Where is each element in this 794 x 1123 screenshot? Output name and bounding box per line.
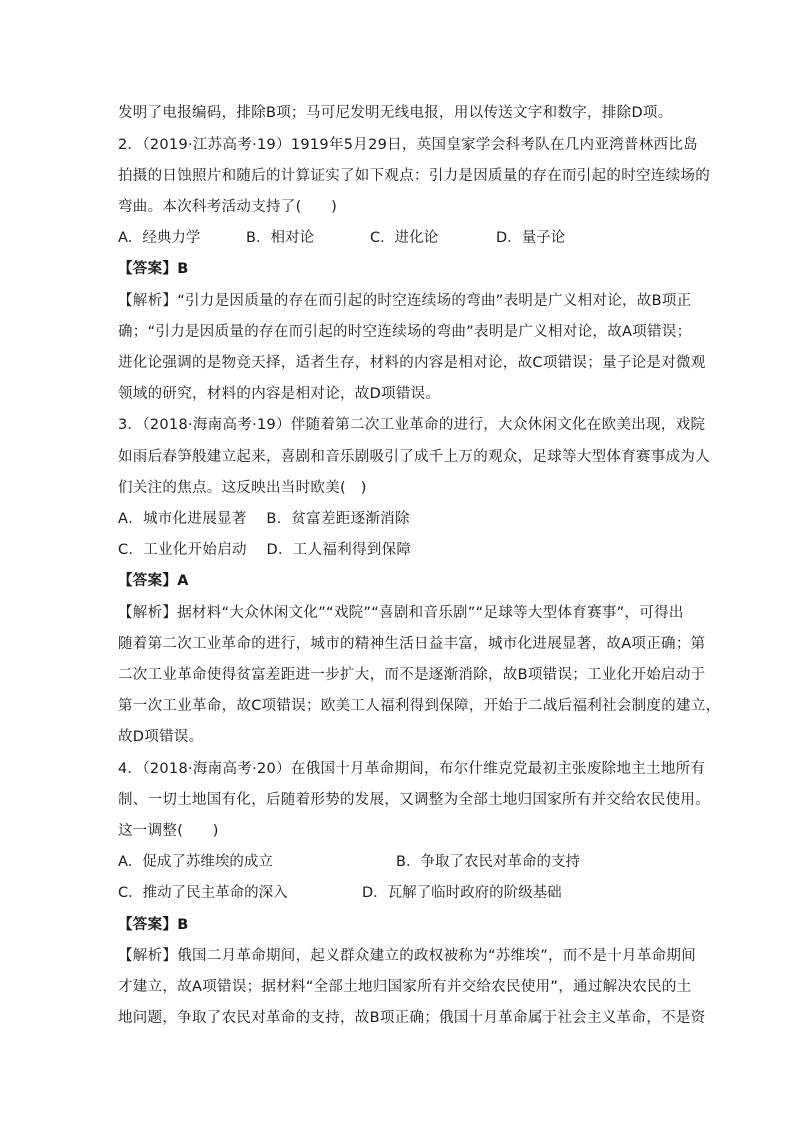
- analysis-line: 随着第二次工业革命的进行，城市的精神生活日益丰富，城市化进展显著，故A项正确；第: [118, 636, 706, 652]
- q2-option-d: D．量子论: [496, 230, 566, 246]
- question-4-line: 制、一切土地国有化，后随着形势的发展，又调整为全部土地归国家所有并交给农民使用。: [118, 792, 710, 808]
- q4-option-a: A．促成了苏维埃的成立: [118, 854, 273, 870]
- analysis-line: 地问题，争取了农民对革命的支持，故B项正确；俄国十月革命属于社会主义革命，不是资: [118, 1010, 706, 1026]
- analysis-line: 故D项错误。: [118, 729, 204, 745]
- q4-option-b: B．争取了农民对革命的支持: [396, 854, 580, 870]
- q4-option-d: D．瓦解了临时政府的阶级基础: [362, 885, 562, 901]
- question-2-line: 拍摄的日蚀照片和随后的计算证实了如下观点：引力是因质量的存在而引起的时空连续场的: [118, 168, 710, 184]
- answer-label: 【答案】A: [118, 573, 189, 589]
- analysis-line: 确；“引力是因质量的存在而引起的时空连续场的弯曲”表明是广义相对论，故A项错误；: [118, 324, 692, 340]
- question-4-line: 4．（2018·海南高考·20）在俄国十月革命期间，布尔什维克党最初主张废除地主土地所有: [118, 761, 706, 777]
- q2-option-c: C．进化论: [370, 230, 439, 246]
- q3-options-row-2: C．工业化开始启动 D．工人福利得到保障: [118, 542, 412, 558]
- text-line: 发明了电报编码，排除B项；马可尼发明无线电报，用以传送文字和数字，排除D项。: [118, 105, 673, 121]
- answer-label: 【答案】B: [118, 917, 189, 933]
- analysis-line: 领域的研究，材料的内容是相对论，故D项错误。: [118, 386, 441, 402]
- q3-options-row-1: A．城市化进展显著 B．贫富差距逐渐消除: [118, 511, 410, 527]
- question-2-line: 2．（2019·江苏高考·19）1919年5月29日，英国皇家学会科考队在几内亚湾普林西比岛: [118, 137, 698, 153]
- question-3-line: 如雨后春笋般建立起来，喜剧和音乐剧吸引了成千上万的观众，足球等大型体育赛事成为人: [118, 449, 710, 465]
- analysis-line: 【解析】据材料“大众休闲文化”“戏院”“喜剧和音乐剧”“足球等大型体育赛事”，可得出: [118, 605, 684, 621]
- answer-label: 【答案】B: [118, 261, 189, 277]
- question-3-line: 们关注的焦点。这反映出当时欧美( ): [118, 480, 367, 496]
- q4-option-c: C．推动了民主革命的深入: [118, 885, 288, 901]
- q2-option-b: B．相对论: [246, 230, 314, 246]
- analysis-line: 二次工业革命使得贫富差距进一步扩大，而不是逐渐消除，故B项错误；工业化开始启动于: [118, 667, 706, 683]
- question-4-line: 这一调整( ): [118, 823, 219, 839]
- analysis-line: 进化论强调的是物竞天择，适者生存，材料的内容是相对论，故C项错误；量子论是对微观: [118, 355, 706, 371]
- analysis-line: 才建立，故A项错误；据材料“全部土地归国家所有并交给农民使用”，通过解决农民的土: [118, 979, 692, 995]
- analysis-line: 第一次工业革命，故C项错误；欧美工人福利得到保障，开始于二战后福利社会制度的建立，: [118, 698, 721, 714]
- analysis-line: 【解析】俄国二月革命期间，起义群众建立的政权被称为“苏维埃”，而不是十月革命期间: [118, 948, 697, 964]
- question-3-line: 3．（2018·海南高考·19）伴随着第二次工业革命的进行，大众休闲文化在欧美出现，戏院: [118, 417, 706, 433]
- q2-option-a: A．经典力学: [118, 230, 201, 246]
- analysis-line: 【解析】“引力是因质量的存在而引起的时空连续场的弯曲”表明是广义相对论，故B项正: [118, 293, 692, 309]
- question-2-line: 弯曲。本次科考活动支持了( ): [118, 199, 338, 215]
